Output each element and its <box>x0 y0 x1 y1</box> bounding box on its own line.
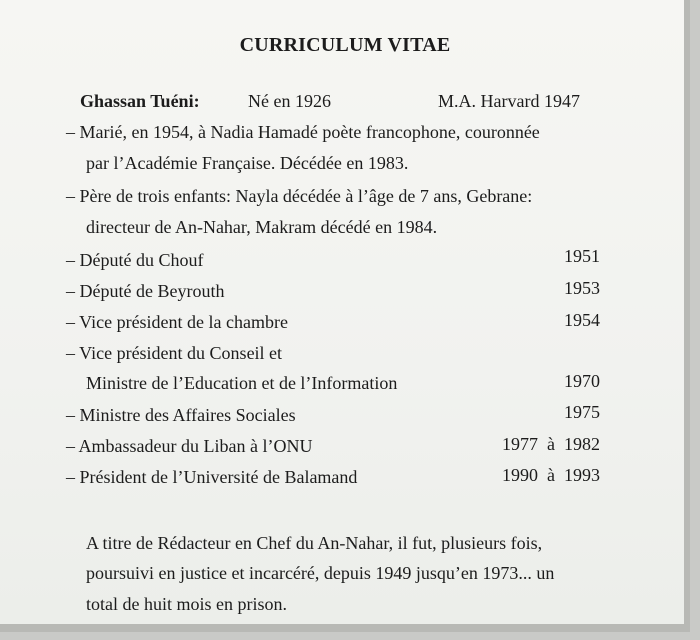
cv-item-year: 1970 <box>564 371 600 391</box>
document-title: CURRICULUM VITAE <box>239 34 451 56</box>
cv-item-line: – Député de Beyrouth <box>66 281 225 301</box>
cv-item-line: – Ambassadeur du Liban à l’ONU <box>66 436 313 456</box>
degree-info: M.A. Harvard 1947 <box>438 91 580 111</box>
birth-info: Né en 1926 <box>248 91 331 111</box>
cv-item-line: directeur de An-Nahar, Makram décédé en 1984. <box>86 217 438 237</box>
person-name: Ghassan Tuéni: <box>80 91 200 111</box>
cv-item-line: – Vice président de la chambre <box>66 312 288 332</box>
cv-item-line: – Député du Chouf <box>66 250 204 270</box>
cv-item-year: 1953 <box>564 278 600 298</box>
cv-item-year: 1977 à 1982 <box>502 434 600 454</box>
cv-item-line: – Ministre des Affaires Sociales <box>66 405 296 425</box>
cv-item-year: 1975 <box>564 402 600 422</box>
cv-item-line: – Père de trois enfants: Nayla décédée à l’âge de 7 ans, Gebrane: <box>66 186 533 206</box>
closing-line: total de huit mois en prison. <box>86 594 287 614</box>
closing-line: poursuivi en justice et incarcéré, depuis 1949 jusqu’en 1973... un <box>86 563 555 583</box>
cv-item-line: – Marié, en 1954, à Nadia Hamadé poète francophone, couronnée <box>66 122 540 142</box>
cv-item-year: 1990 à 1993 <box>502 465 600 485</box>
cv-item-line: par l’Académie Française. Décédée en 1983. <box>86 153 409 173</box>
cv-item-line: – Vice président du Conseil et <box>66 343 283 363</box>
cv-item-line: Ministre de l’Education et de l’Information <box>86 373 398 393</box>
cv-item-year: 1951 <box>564 246 600 266</box>
cv-item-line: – Président de l’Université de Balamand <box>66 467 358 487</box>
cv-item-year: 1954 <box>564 310 600 330</box>
closing-line: A titre de Rédacteur en Chef du An-Nahar, il fut, plusieurs fois, <box>86 533 543 553</box>
